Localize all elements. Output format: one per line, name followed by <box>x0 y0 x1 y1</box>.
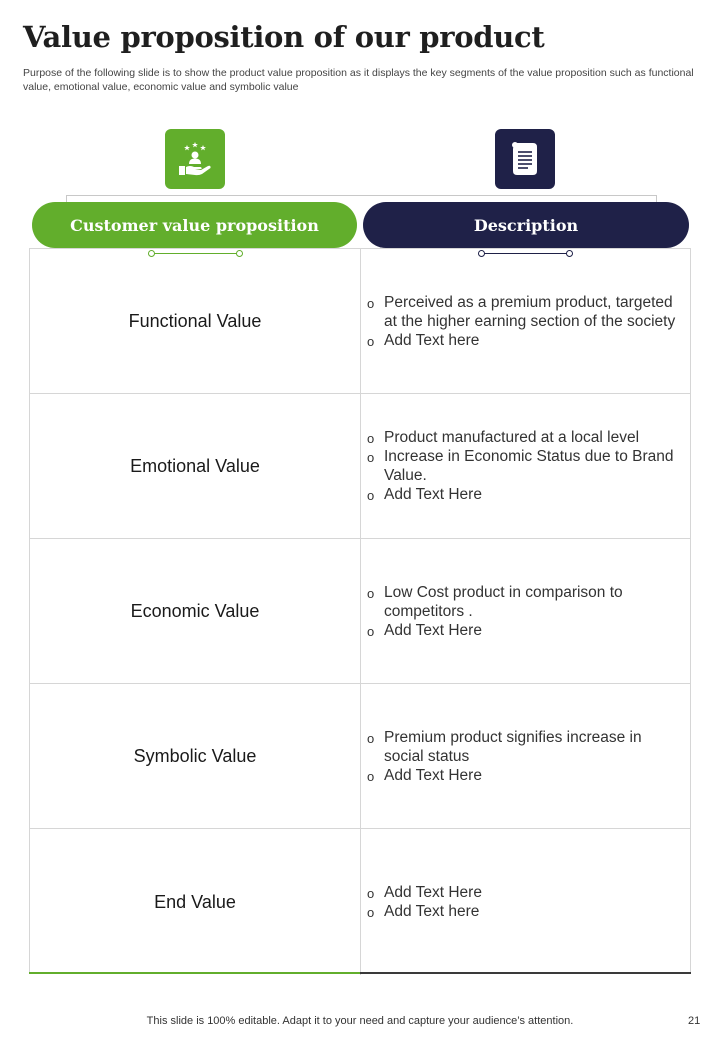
value-label: Economic Value <box>30 539 361 683</box>
list-item: o Add Text here <box>367 902 482 921</box>
list-item: o Add Text Here <box>367 766 684 785</box>
value-proposition-table <box>29 248 691 974</box>
list-item: o Add Text here <box>367 331 684 350</box>
table-bottom-accent-green <box>29 972 360 974</box>
table-bottom-accent-navy <box>360 972 691 974</box>
table-row <box>30 539 690 684</box>
description-list <box>367 583 684 640</box>
list-item: o Add Text Here <box>367 883 482 902</box>
page-subtitle: Purpose of the following slide is to show the product value proposition as it displays the key segments of the value proposition such as functional value, emotional value, economic value and symbolic value <box>23 67 694 93</box>
list-item: o Product manufactured at a local level <box>367 428 684 447</box>
list-item: o Low Cost product in comparison to competitors . <box>367 583 684 621</box>
description-list <box>367 293 684 350</box>
table-row <box>30 829 690 975</box>
list-item: o Perceived as a premium product, targeted at the higher earning section of the society <box>367 293 684 331</box>
value-label: Emotional Value <box>30 394 361 538</box>
list-item: o Increase in Economic Status due to Brand Value. <box>367 447 684 485</box>
column-header-value-proposition: Customer value proposition <box>32 202 357 248</box>
scroll-document-icon <box>506 139 544 179</box>
description-list <box>367 883 482 921</box>
footer-note: This slide is 100% editable. Adapt it to your need and capture your audience’s attention. <box>146 1015 574 1027</box>
list-item: o Add Text Here <box>367 485 684 504</box>
table-row <box>30 249 690 394</box>
value-label: Functional Value <box>30 249 361 393</box>
page-title: Value proposition of our product <box>23 20 545 54</box>
description-list <box>367 728 684 785</box>
value-label: Symbolic Value <box>30 684 361 828</box>
description-list <box>367 428 684 504</box>
value-proposition-icon-box <box>165 129 225 189</box>
list-item: o Add Text Here <box>367 621 684 640</box>
description-icon-box <box>495 129 555 189</box>
table-row <box>30 394 690 539</box>
hand-with-person-and-stars-icon <box>175 139 215 179</box>
page-number: 21 <box>688 1015 701 1027</box>
list-item: o Premium product signifies increase in social status <box>367 728 684 766</box>
column-header-description: Description <box>363 202 689 248</box>
value-label: End Value <box>30 829 361 975</box>
table-row <box>30 684 690 829</box>
